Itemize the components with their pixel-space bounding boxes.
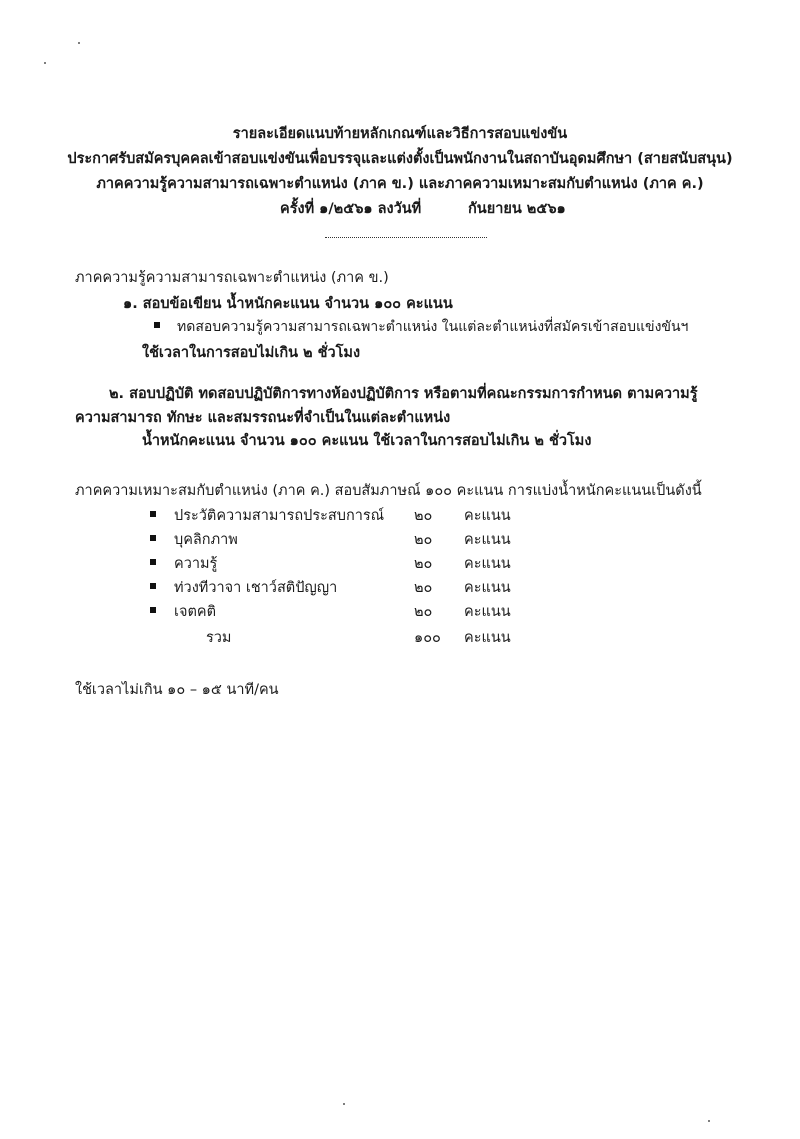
section-c-item-label: ท่วงทีวาจา เชาว์สติปัญญา xyxy=(174,580,338,596)
section-c-item-unit: คะแนน xyxy=(464,556,511,572)
section-c-item-label: ความรู้ xyxy=(174,556,218,572)
section-c-item-unit: คะแนน xyxy=(464,580,511,596)
doc-subtitle-announcement: ประกาศรับสมัครบุคคลเข้าสอบแข่งขันเพื่อบรรจุและแต่งตั้งเป็นพนักงานในสถาบันอุดมศึกษา (สายสนับสนุน) xyxy=(67,151,733,167)
dotted-divider xyxy=(325,237,487,238)
section-b-item1-bullet: ทดสอบความรู้ความสามารถเฉพาะตำแหน่ง ในแต่ละตำแหน่งที่สมัครเข้าสอบแข่งขันฯ xyxy=(177,319,689,335)
doc-subtitle-sections: ภาคความรู้ความสามารถเฉพาะตำแหน่ง (ภาค ข.) และภาคความเหมาะสมกับตำแหน่ง (ภาค ค.) xyxy=(96,176,704,192)
section-b-item2-line1: ๒. สอบปฏิบัติ ทดสอบปฏิบัติการทางห้องปฏิบัติการ หรือตามที่คณะกรรมการกำหนด ตามความรู้ xyxy=(109,386,698,402)
bullet-icon xyxy=(150,535,156,541)
section-c-item-score: ๒๐ xyxy=(414,532,433,548)
bullet-icon xyxy=(150,583,156,589)
section-c-total-unit: คะแนน xyxy=(464,630,511,646)
section-c-item-label: เจตคติ xyxy=(174,604,216,620)
section-c-item-score: ๒๐ xyxy=(414,604,433,620)
doc-title: รายละเอียดแนบท้ายหลักเกณฑ์และวิธีการสอบแข่งขัน xyxy=(232,126,568,142)
section-c-item-label: ประวัติความสามารถประสบการณ์ xyxy=(174,508,385,524)
scan-speck xyxy=(78,42,80,44)
section-b-heading: ภาคความรู้ความสามารถเฉพาะตำแหน่ง (ภาค ข.) xyxy=(75,270,389,286)
section-b-item1-title: ๑. สอบข้อเขียน น้ำหนักคะแนน จำนวน ๑๐๐ คะแนน xyxy=(123,296,453,312)
doc-date-part2: กันยายน ๒๕๖๑ xyxy=(468,201,566,217)
scan-speck xyxy=(343,1103,345,1105)
section-c-item-score: ๒๐ xyxy=(414,556,433,572)
section-c-item-score: ๒๐ xyxy=(414,508,433,524)
bullet-icon xyxy=(150,607,156,613)
section-c-item-unit: คะแนน xyxy=(464,604,511,620)
section-b-item2-line3: น้ำหนักคะแนน จำนวน ๑๐๐ คะแนน ใช้เวลาในการสอบไม่เกิน ๒ ชั่วโมง xyxy=(142,433,592,449)
section-c-heading: ภาคความเหมาะสมกับตำแหน่ง (ภาค ค.) สอบสัมภาษณ์ ๑๐๐ คะแนน การแบ่งน้ำหนักคะแนนเป็นดังนี้ xyxy=(75,483,702,499)
section-c-total-score: ๑๐๐ xyxy=(414,630,441,646)
bullet-icon xyxy=(154,322,160,328)
scan-speck xyxy=(708,1120,710,1122)
section-c-item-label: บุคลิกภาพ xyxy=(174,532,238,548)
section-c-total-label: รวม xyxy=(206,630,232,646)
section-b-item2-line2: ความสามารถ ทักษะ และสมรรถนะที่จำเป็นในแต่ละตำแหน่ง xyxy=(75,410,451,426)
section-b-item1-time: ใช้เวลาในการสอบไม่เกิน ๒ ชั่วโมง xyxy=(142,345,361,361)
interview-time: ใช้เวลาไม่เกิน ๑๐ – ๑๕ นาที/คน xyxy=(75,682,279,698)
bullet-icon xyxy=(150,511,156,517)
scan-speck xyxy=(44,62,46,64)
section-c-item-unit: คะแนน xyxy=(464,508,511,524)
doc-date-part1: ครั้งที่ ๑/๒๕๖๑ ลงวันที่ xyxy=(280,201,422,217)
section-c-item-unit: คะแนน xyxy=(464,532,511,548)
section-c-item-score: ๒๐ xyxy=(414,580,433,596)
bullet-icon xyxy=(150,559,156,565)
